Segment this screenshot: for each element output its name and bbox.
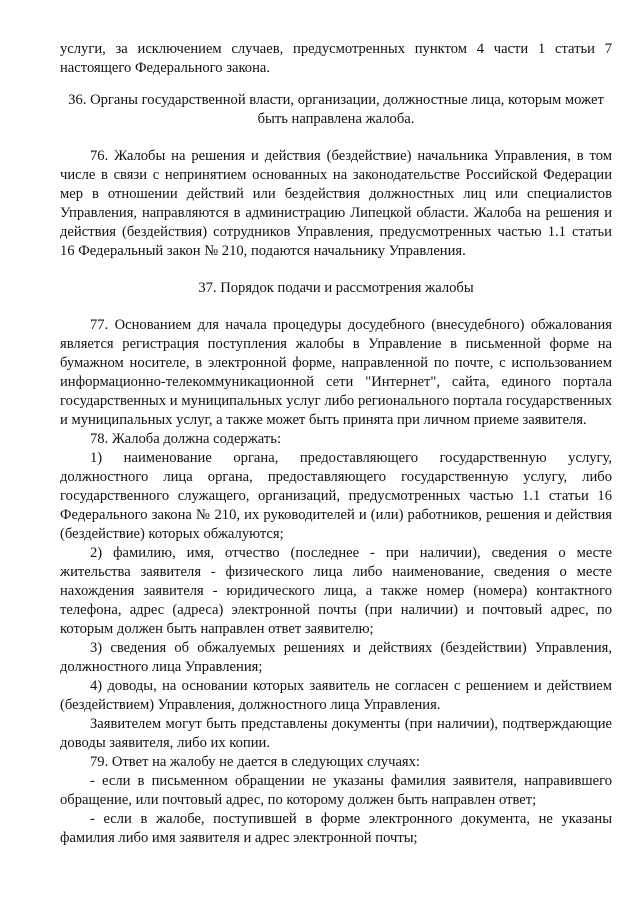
paragraph-documents: Заявителем могут быть представлены документы (при наличии), подтверждающие доводы заявителя, либо их копии. <box>60 716 612 751</box>
paragraph-78-item-2: 2) фамилию, имя, отчество (последнее - при наличии), сведения о месте жительства заявителя - физического лица либо наименование, сведения о месте нахождения заявителя - юридического лица, а также номер (номера) контактного телефона, адрес (адреса) электронной почты (при наличии) и почтовый адрес, по которым должен быть направлен ответ заявителю; <box>60 545 612 637</box>
paragraph-78-item-3: 3) сведения об обжалуемых решениях и действиях (бездействии) Управления, должностного лица Управления; <box>60 640 612 675</box>
heading-section-36: 36. Органы государственной власти, организации, должностные лица, которым может быть направлена жалоба. <box>68 92 604 127</box>
paragraph-79-item-2: - если в жалобе, поступившей в форме электронного документа, не указаны фамилия либо имя заявителя и адрес электронной почты; <box>60 811 612 846</box>
document-page <box>60 40 612 848</box>
paragraph-78-item-1: 1) наименование органа, предоставляющего государственную услугу, должностного лица органа, предоставляющего государственную услугу, либо государственного служащего, организаций, предусмотренных частью 1.1 статьи 16 Федерального закона № 210, их руководителей и (или) работников, решения и действия (бездействие) которых обжалуются; <box>60 450 612 542</box>
paragraph-79: 79. Ответ на жалобу не дается в следующих случаях: <box>90 754 420 770</box>
paragraph-78-item-4: 4) доводы, на основании которых заявитель не согласен с решением и действием (бездействием) Управления, должностного лица Управления. <box>60 678 612 713</box>
heading-section-37: 37. Порядок подачи и рассмотрения жалобы <box>198 280 474 296</box>
paragraph-continuation: услуги, за исключением случаев, предусмотренных пунктом 4 части 1 статьи 7 настоящего Федерального закона. <box>60 41 612 76</box>
paragraph-79-item-1: - если в письменном обращении не указаны фамилия заявителя, направившего обращение, или почтовый адрес, по которому должен быть направлен ответ; <box>60 773 612 808</box>
paragraph-77: 77. Основанием для начала процедуры досудебного (внесудебного) обжалования является регистрация поступления жалобы в Управление в письменной форме на бумажном носителе, в электронной форме, направленной по почте, с использованием информационно-телекоммуникационной сети "Интернет", сайта, единого портала государственных и муниципальных услуг либо регионального портала государственных и муниципальных услуг, а также может быть принята при личном приеме заявителя. <box>60 317 612 428</box>
paragraph-76: 76. Жалобы на решения и действия (бездействие) начальника Управления, в том числе в связи с непринятием основанных на законодательстве Российской Федерации мер в отношении действий или бездействия должностных лиц или специалистов Управления, направляются в администрацию Липецкой области. Жалоба на решения и действия (бездействия) сотрудников Управления, предусмотренных частью 1.1 статьи 16 Федеральный закон № 210, подаются начальнику Управления. <box>60 148 612 259</box>
paragraph-78: 78. Жалоба должна содержать: <box>90 431 281 447</box>
